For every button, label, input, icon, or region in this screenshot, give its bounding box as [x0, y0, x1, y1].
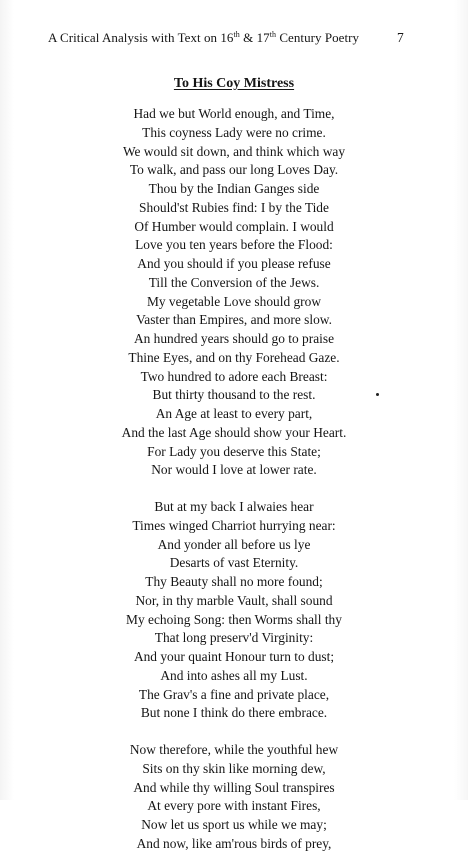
- running-header: [0, 30, 468, 50]
- poem-line: And the last Age should show your Heart.: [121, 424, 347, 440]
- poem-line: Thy Beauty shall no more found;: [145, 574, 323, 589]
- poem-line: We would sit down, and think which way: [122, 143, 346, 159]
- poem-line: Should'st Rubies find: I by the Tide: [139, 199, 329, 215]
- poem-line: Till the Conversion of the Jews.: [148, 274, 320, 290]
- poem-line: The Grav's a fine and private place,: [138, 686, 330, 702]
- poem-line: Desarts of vast Eternity.: [169, 555, 299, 571]
- poem-line: My echoing Song: then Worms shall thy: [126, 611, 342, 627]
- poem-line: But none I think do there embrace.: [140, 705, 328, 721]
- poem-line: My vegetable Love should grow: [146, 293, 322, 309]
- header-superscript-2: th: [269, 30, 277, 39]
- running-header-title: [48, 30, 359, 46]
- poem-line: And yonder all before us lye: [157, 536, 311, 552]
- poem-stanza: [0, 105, 468, 480]
- poem-stanza: [0, 741, 468, 854]
- poem-title: To His Coy Mistress: [173, 76, 295, 91]
- poem-body: [0, 105, 468, 854]
- poem-line: Love you ten years before the Flood:: [135, 237, 333, 253]
- poem-line: Thou by the Indian Ganges side: [148, 181, 320, 196]
- poem-line: But thirty thousand to the rest.: [152, 387, 316, 403]
- poem-line: An Age at least to every part,: [155, 406, 313, 421]
- poem-line: And while thy willing Soul transpires: [133, 779, 335, 795]
- poem-line: Vaster than Empires, and more slow.: [136, 312, 332, 328]
- poem-line: Times winged Charriot hurrying near:: [132, 517, 336, 533]
- poem-line: But at my back I alwaies hear: [154, 499, 314, 514]
- poem-line: To walk, and pass our long Loves Day.: [129, 162, 339, 178]
- poem-line: This coyness Lady were no crime.: [142, 124, 326, 140]
- poem-stanza: [0, 498, 468, 723]
- header-title-part-1: A Critical Analysis with Text on 16: [48, 30, 234, 45]
- page-number: 7: [397, 30, 404, 45]
- poem-line: And into ashes all my Lust.: [160, 667, 308, 683]
- ink-speck: [376, 393, 379, 396]
- poem-line: An hundred years should go to praise: [133, 331, 335, 346]
- poem-line: That long preserv'd Virginity:: [154, 630, 314, 646]
- poem-line: Thine Eyes, and on thy Forehead Gaze.: [128, 349, 340, 365]
- poem-line: Nor, in thy marble Vault, shall sound: [135, 592, 333, 608]
- poem-line: Two hundred to adore each Breast:: [140, 368, 328, 384]
- poem-line: Sits on thy skin like morning dew,: [142, 760, 326, 776]
- poem-line: Of Humber would complain. I would: [134, 218, 334, 234]
- poem-line: Now let us sport us while we may;: [141, 817, 327, 832]
- header-superscript-1: th: [233, 30, 240, 39]
- poem-line: At every pore with instant Fires,: [147, 798, 321, 814]
- poem-line: And you should if you please refuse: [137, 256, 331, 271]
- poem-line: And your quaint Honour turn to dust;: [133, 649, 335, 664]
- header-title-part-3: Century Poetry: [276, 30, 360, 45]
- poem-line: Now therefore, while the youthful hew: [129, 742, 339, 757]
- poem-line: Had we but World enough, and Time,: [133, 106, 335, 121]
- poem-line: For Lady you deserve this State;: [147, 443, 321, 459]
- header-title-part-2: & 17: [239, 30, 270, 45]
- poem-line: And now, like am'rous birds of prey,: [136, 835, 332, 851]
- poem-line: Nor would I love at lower rate.: [151, 462, 317, 478]
